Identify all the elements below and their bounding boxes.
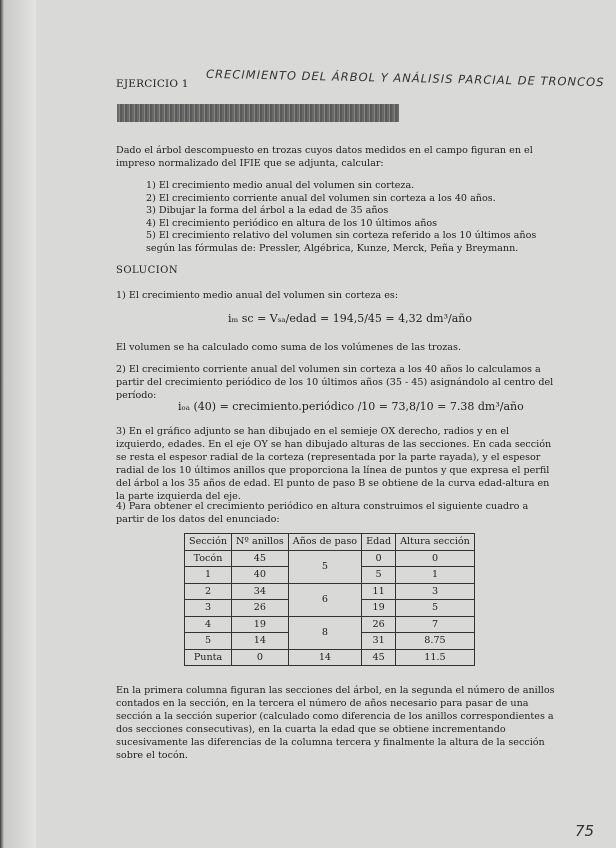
section-cell: Tocón: [185, 550, 232, 567]
section-cell: 5: [185, 633, 232, 650]
answer1-text: 1) El crecimiento medio anual del volumen sin corteza es:: [116, 290, 399, 301]
age-cell: 26: [362, 616, 396, 633]
table-header: Nº anillos: [232, 534, 289, 551]
height-cell: 3: [396, 583, 475, 600]
height-cell: 0: [396, 550, 475, 567]
rings-cell: 45: [232, 550, 289, 567]
closing-text: En la primera columna figuran las secciones del árbol, en la segunda el número de anillos contados en la sección, en la tercera el número de años necesario para pasar de una sección a la sección superior (calculado como diferencia de los anillos correspondientes a dos secciones consecutivas), en la cuarta la edad que se obtiene incrementando sucesivamente las diferencias de la columna tercera y finalmente la altura de la sección sobre el tocón.: [116, 685, 555, 761]
question-item: 3) Dibujar la forma del árbol a la edad de 35 años: [146, 205, 389, 217]
answer1-formula: iₘ sc = Vₛₐ/edad = 194,5/45 = 4,32 dm³/año: [228, 312, 472, 325]
passage-cell: 14: [288, 649, 361, 666]
passage-cell: 6: [288, 583, 361, 616]
page-number: 75: [575, 822, 595, 840]
rings-cell: 26: [232, 600, 289, 617]
section-cell: 3: [185, 600, 232, 617]
answer3-text: 3) En el gráfico adjunto se han dibujado en el semieje OX derecho, radios y en el izquierdo, edades. En el eje OY se han dibujado alturas de las secciones. En cada sección se resta el espesor radial de la corteza (representada por la parte rayada), y el espesor radial de los 10 últimos anillos que proporciona la línea de puntos y que expresa el perfil del árbol a los 35 años de edad. El punto de paso B se obtiene de la curva edad-altura en la parte izquierda del eje.: [116, 426, 552, 502]
rings-cell: 0: [232, 649, 289, 666]
table-row: [185, 583, 475, 600]
redacted-line: [117, 104, 399, 122]
passage-cell: 5: [288, 550, 361, 583]
intro-text: Dado el árbol descompuesto en trozas cuyos datos medidos en el campo figuran en el impreso normalizado del IFIE que se adjunta, calcular:: [116, 145, 533, 169]
height-cell: 8.75: [396, 633, 475, 650]
table-row: [185, 649, 475, 666]
rings-cell: 34: [232, 583, 289, 600]
section-cell: 1: [185, 567, 232, 584]
section-cell: Punta: [185, 649, 232, 666]
answer2-text: 2) El crecimiento corriente anual del volumen sin corteza a los 40 años lo calculamos a partir del crecimiento periódico de los 10 últimos años (35 - 45) asignándolo al centro del período:: [116, 364, 554, 401]
section-cell: 2: [185, 583, 232, 600]
height-cell: 11.5: [396, 649, 475, 666]
age-cell: 19: [362, 600, 396, 617]
table-header: Años de paso: [288, 534, 361, 551]
table-row: [185, 616, 475, 633]
age-cell: 11: [362, 583, 396, 600]
question-list: [146, 180, 562, 256]
rings-cell: 14: [232, 633, 289, 650]
age-cell: 45: [362, 649, 396, 666]
question-item: 5) El crecimiento relativo del volumen sin corteza referido a los 10 últimos años según las fórmulas de: Pressler, Algébrica, Kunze, Merck, Peña y Breymann.: [146, 230, 537, 254]
answer1-note: El volumen se ha calculado como suma de los volúmenes de las trozas.: [116, 342, 462, 353]
answer2-formula: iₒₐ (40) = crecimiento.periódico /10 = 73,8/10 = 7.38 dm³/año: [178, 400, 524, 413]
table-header: Altura sección: [396, 534, 475, 551]
passage-cell: 8: [288, 616, 361, 649]
question-item: 2) El crecimiento corriente anual del volumen sin corteza a los 40 años.: [146, 192, 496, 204]
height-cell: 1: [396, 567, 475, 584]
exercise-label: EJERCICIO 1: [116, 78, 189, 90]
handwritten-title: CRECIMIENTO DEL ÁRBOL Y ANÁLISIS PARCIAL DE TRONCOS: [205, 66, 605, 90]
age-cell: 0: [362, 550, 396, 567]
question-item: 4) El crecimiento periódico en altura de los 10 últimos años: [146, 217, 438, 229]
answer4-text: 4) Para obtener el crecimiento periódico en altura construimos el siguiente cuadro a partir de los datos del enunciado:: [116, 501, 529, 525]
table-header: Sección: [185, 534, 232, 551]
height-cell: 7: [396, 616, 475, 633]
growth-table: [184, 533, 475, 666]
section-cell: 4: [185, 616, 232, 633]
rings-cell: 40: [232, 567, 289, 584]
height-cell: 5: [396, 600, 475, 617]
solution-title: SOLUCION: [116, 265, 179, 276]
rings-cell: 19: [232, 616, 289, 633]
age-cell: 31: [362, 633, 396, 650]
table-header: Edad: [362, 534, 396, 551]
table-row: [185, 550, 475, 567]
question-item: 1) El crecimiento medio anual del volumen sin corteza.: [146, 180, 415, 191]
age-cell: 5: [362, 567, 396, 584]
